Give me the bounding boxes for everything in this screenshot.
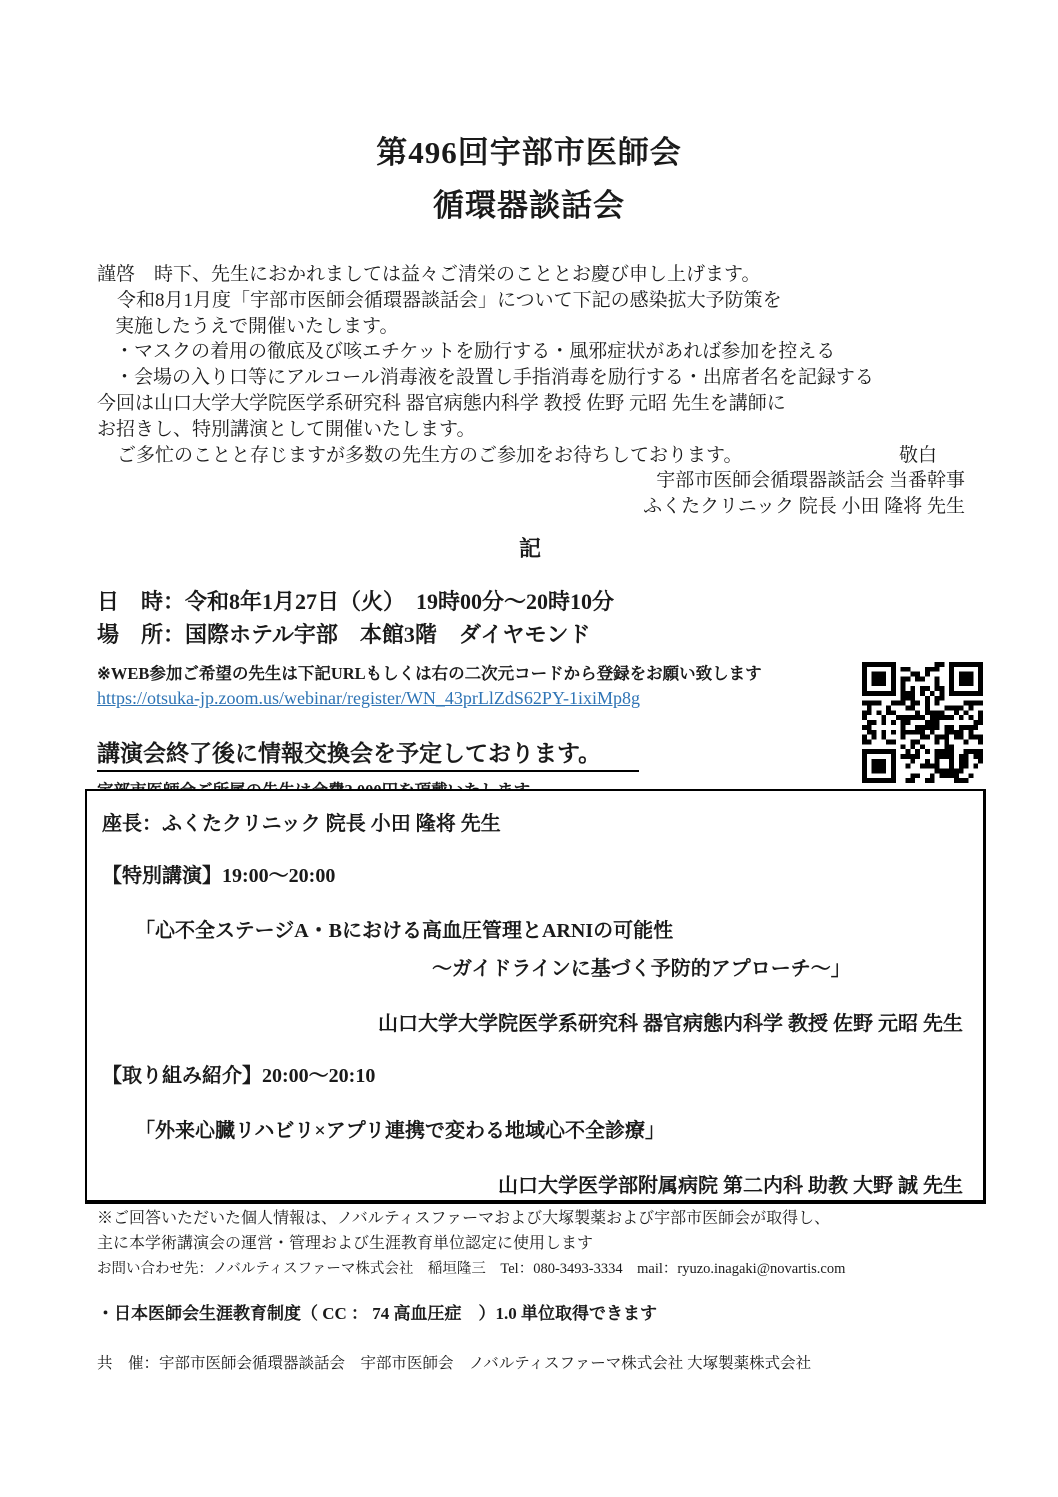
greeting-line: 令和8月1月度「宇部市医師会循環器談話会」について下記の感染拡大予防策を <box>117 289 782 311</box>
web-registration-note: ※WEB参加ご希望の先生は下記URLもしくは右の二次元コードから登録をお願い致します <box>97 663 762 683</box>
cohost-line: 共 催：宇部市医師会循環器談話会 宇部市医師会 ノバルティスファーマ株式会社 大塚製薬株式会社 <box>97 1355 812 1372</box>
intro-session-speaker: 山口大学医学部附属病院 第二内科 助教 大野 誠 先生 <box>498 1175 963 1197</box>
greeting-line: 実施したうえで開催いたします。 <box>115 315 399 337</box>
greeting-line: ・マスクの着用の徹底及び咳エチケットを励行する・風邪症状があれば参加を控える <box>115 341 836 363</box>
document-footer <box>0 1206 1058 1373</box>
registration-url-line <box>97 688 965 709</box>
privacy-notice-line-1: ※ご回答いただいた個人情報は、ノバルティスファーマおよび大塚製薬および宇部市医師会が取得し、 <box>97 1210 831 1227</box>
qr-code-image <box>862 662 983 783</box>
greeting-line: ・会場の入り口等にアルコール消毒液を設置し手指消毒を励行する・出席者名を記録する <box>115 367 874 389</box>
greeting-line: ご多忙のことと存じますが多数の先生方のご参加をお待ちしております。 <box>117 444 743 466</box>
special-lecture-speaker: 山口大学大学院医学系研究科 器官病態内科学 教授 佐野 元昭 先生 <box>378 1013 963 1035</box>
greeting-closing-row <box>97 443 965 469</box>
event-venue: 場 所：国際ホテル宇部 本館3階 ダイヤモンド <box>97 621 591 647</box>
document-title <box>0 0 1058 232</box>
intro-session-header: 【取り組み紹介】20:00～20:10 <box>102 1065 376 1087</box>
registration-url-link[interactable]: https://otsuka-jp.zoom.us/webinar/register/WN_43prLlZdS62PY-1ixiMp8g <box>97 687 640 708</box>
greeting-line: お招きし、特別講演として開催いたします。 <box>97 418 476 440</box>
program-box <box>85 789 986 1204</box>
organizer-line-2: ふくたクリニック 院長 小田 隆将 先生 <box>643 496 965 518</box>
greeting-paragraph <box>97 262 965 520</box>
greeting-line: 今回は山口大学大学院医学系研究科 器官病態内科学 教授 佐野 元昭 先生を講師に <box>97 392 786 414</box>
contact-info: お問い合わせ先：ノバルティスファーマ株式会社 稲垣隆三 Tel：080-3493-3334 mail：ryuzo.inagaki@novartis.com <box>97 1261 846 1277</box>
qr-code-icon <box>862 662 983 783</box>
title-line-1: 第496回宇部市医師会 <box>376 135 682 170</box>
title-line-2: 循環器談話会 <box>433 188 625 223</box>
exchange-meeting-title: 講演会終了後に情報交換会を予定しております。 <box>97 735 639 772</box>
special-lecture-title: 「心不全ステージA・Bにおける高血圧管理とARNIの可能性 <box>135 920 674 942</box>
privacy-notice-line-2: 主に本学術講演会の運営・管理および生涯教育単位認定に使用します <box>97 1235 594 1252</box>
greeting-line: 謹啓 時下、先生におかれましては益々ご清栄のこととお慶び申し上げます。 <box>97 264 761 285</box>
education-credit-note: ・日本医師会生涯教育制度（ CC ： 74 高血圧症 ）1.0 単位取得できます <box>97 1304 658 1323</box>
special-lecture-subtitle: ～ガイドラインに基づく予防的アプローチ～」 <box>432 958 851 980</box>
keihaku-closing: 敬白 <box>898 444 937 466</box>
special-lecture-header: 【特別講演】19:00～20:00 <box>102 865 336 887</box>
program-chair: 座長：ふくたクリニック 院長 小田 隆将 先生 <box>102 813 501 835</box>
event-datetime: 日 時：令和8年1月27日（火） 19時00分～20時10分 <box>97 588 615 614</box>
organizer-line-1: 宇部市医師会循環器談話会 当番幹事 <box>656 470 965 492</box>
intro-session-title: 「外来心臓リハビリ×アプリ連携で変わる地域心不全診療」 <box>135 1120 665 1142</box>
event-details <box>97 585 965 651</box>
ki-heading: 記 <box>518 535 543 561</box>
